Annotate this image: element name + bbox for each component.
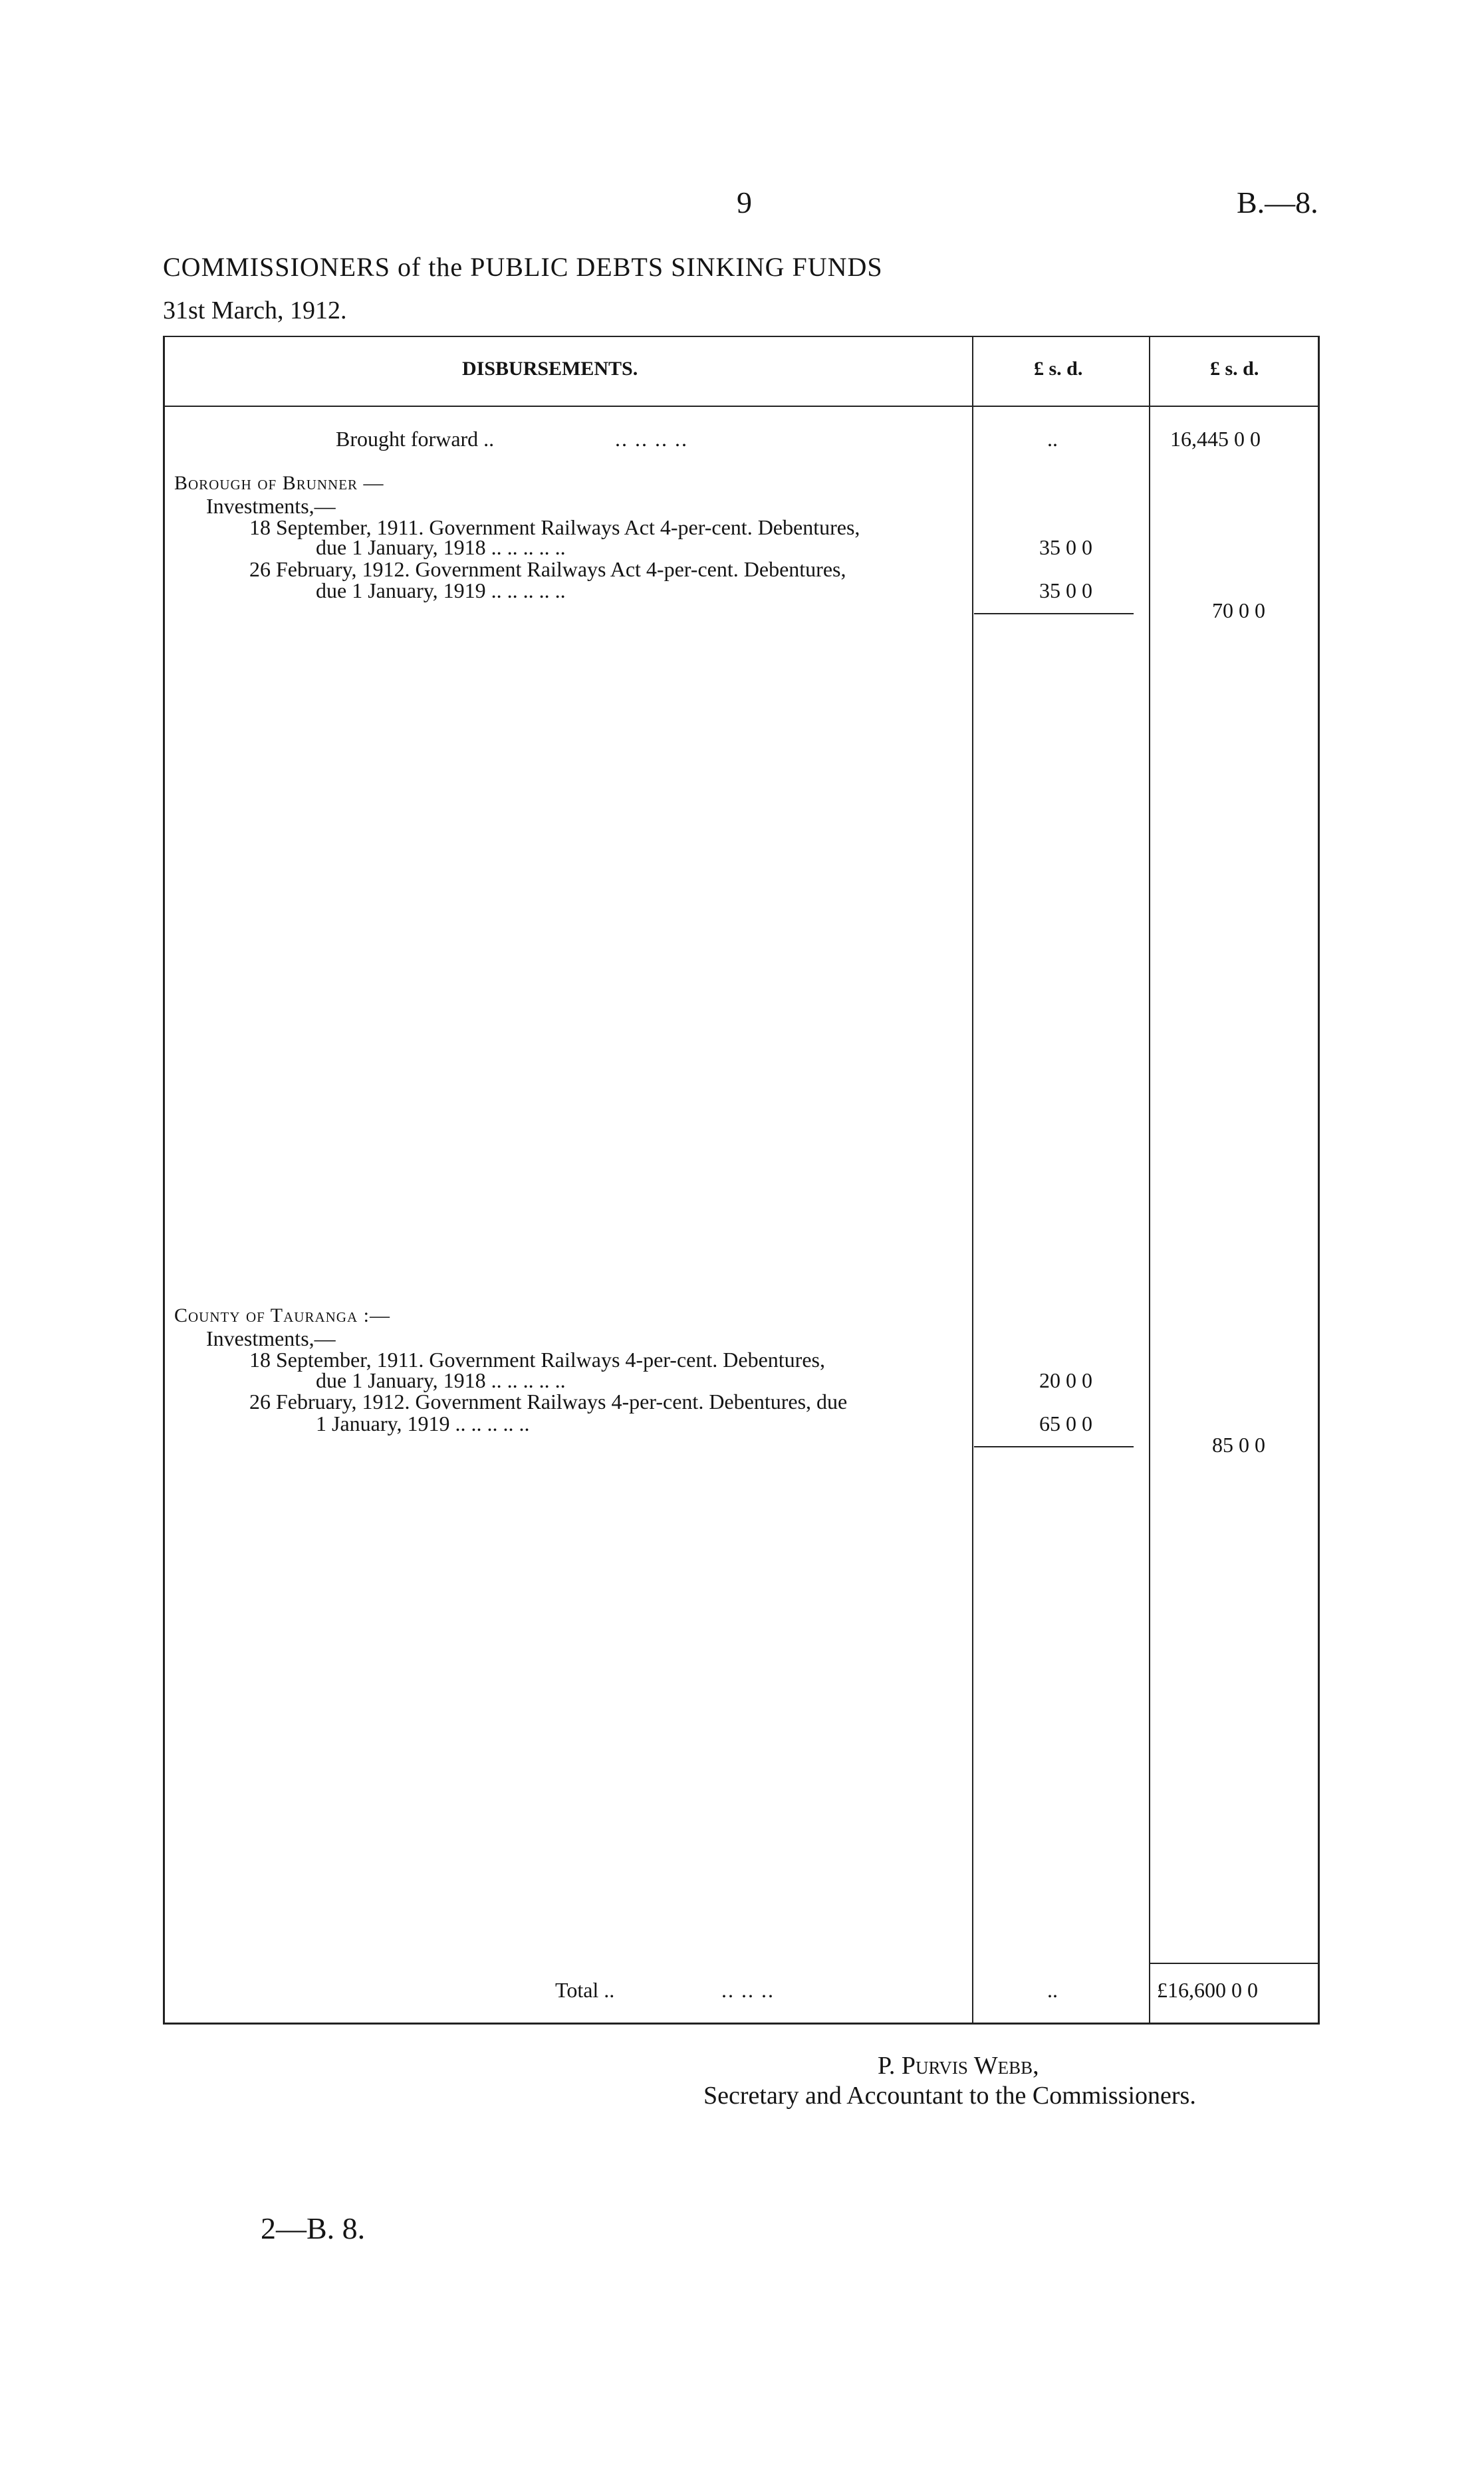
total-label: Total ..	[555, 1978, 615, 2002]
brunner-entry-2-due: due 1 January, 1919 .. .. .. .. ..	[316, 578, 566, 602]
document-date: 31st March, 1912.	[163, 297, 347, 324]
document-title: COMMISSIONERS of the PUBLIC DEBTS SINKING FUNDS	[163, 252, 883, 282]
brunner-heading: Borough of Brunner —	[174, 472, 384, 494]
column-divider-total	[1149, 336, 1150, 2025]
tauranga-investments-label: Investments,—	[206, 1326, 336, 1350]
table-header-rule	[163, 406, 1320, 407]
grand-total: £16,600 0 0	[1157, 1978, 1258, 2002]
page-number: 9	[737, 185, 752, 219]
signatory-name: P. Purvis Webb,	[878, 2052, 1039, 2080]
brought-forward-label: Brought forward ..	[336, 427, 495, 451]
footer-reference: 2—B. 8.	[261, 2211, 366, 2245]
tauranga-entry-2-description: 26 February, 1912. Government Railways 4-per-cent. Debentures, due	[249, 1390, 848, 1414]
column-divider-sub	[972, 336, 973, 2025]
tauranga-entry-1-amount: 20 0 0	[1039, 1368, 1092, 1392]
brunner-entry-2-amount: 35 0 0	[1039, 578, 1092, 602]
column-header-total-amount: £ s. d.	[1210, 358, 1259, 380]
document-reference: B.—8.	[1237, 185, 1318, 219]
total-leader-dots: .. .. ..	[721, 1978, 775, 2002]
brunner-investments-label: Investments,—	[206, 494, 336, 518]
tauranga-total: 85 0 0	[1212, 1433, 1265, 1457]
brunner-entry-2-description: 26 February, 1912. Government Railways Act 4-per-cent. Debentures,	[249, 557, 846, 581]
table-top-rule	[163, 336, 1320, 337]
brought-forward-total: 16,445 0 0	[1170, 427, 1261, 451]
tauranga-entry-2-amount: 65 0 0	[1039, 1412, 1092, 1435]
tauranga-entry-1-due: due 1 January, 1918 .. .. .. .. ..	[316, 1368, 566, 1392]
brunner-entry-1-description: 18 September, 1911. Government Railways Act 4-per-cent. Debentures,	[249, 515, 860, 539]
tauranga-entry-2-due: 1 January, 1919 .. .. .. .. ..	[316, 1412, 530, 1435]
tauranga-entry-1-description: 18 September, 1911. Government Railways 4-per-cent. Debentures,	[249, 1348, 825, 1372]
total-sub-amount: ..	[1047, 1978, 1058, 2002]
brunner-total: 70 0 0	[1212, 598, 1265, 622]
brunner-subtotal-rule	[974, 613, 1134, 614]
brought-forward-sub-amount: ..	[1047, 427, 1058, 451]
column-header-disbursements: DISBURSEMENTS.	[462, 358, 638, 380]
brunner-entry-1-amount: 35 0 0	[1039, 535, 1092, 559]
column-header-sub-amount: £ s. d.	[1034, 358, 1083, 380]
tauranga-subtotal-rule	[974, 1446, 1134, 1447]
tauranga-heading: County of Tauranga :—	[174, 1304, 390, 1326]
signatory-title: Secretary and Accountant to the Commissioners.	[703, 2082, 1196, 2110]
total-rule	[1150, 1963, 1318, 1964]
brunner-entry-1-due: due 1 January, 1918 .. .. .. .. ..	[316, 535, 566, 559]
brought-forward-leader-dots: .. .. .. ..	[615, 427, 688, 451]
